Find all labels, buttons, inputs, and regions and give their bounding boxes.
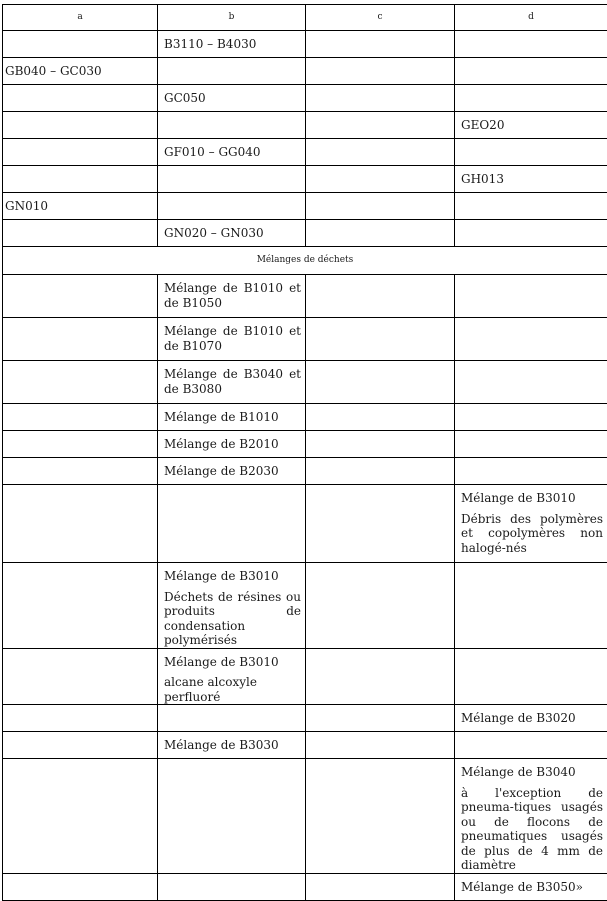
header-row (3, 5, 607, 31)
cell-b: GC050 (158, 85, 306, 112)
table-row (3, 31, 607, 58)
table-row (3, 732, 607, 759)
cell-b: B3110 – B4030 (158, 31, 306, 58)
cell-b (158, 485, 306, 563)
cell-a (3, 705, 158, 732)
cell-b: GF010 – GG040 (158, 139, 306, 166)
table-row (3, 404, 607, 431)
cell-a (3, 139, 158, 166)
table-row (3, 873, 607, 900)
cell-c (306, 404, 455, 431)
cell-d (455, 85, 607, 112)
cell-a (3, 873, 158, 900)
cell-a (3, 166, 158, 193)
cell-c (306, 166, 455, 193)
cell-b: Mélange de B3040 et de B3080 (158, 361, 306, 404)
table-row (3, 759, 607, 874)
cell-a (3, 563, 158, 649)
cell-c (306, 275, 455, 318)
cell-a (3, 275, 158, 318)
cell-a (3, 732, 158, 759)
cell-c (306, 112, 455, 139)
table-row (3, 193, 607, 220)
cell-d (455, 458, 607, 485)
table-row (3, 485, 607, 563)
cell-a (3, 112, 158, 139)
table-row (3, 85, 607, 112)
cell-d: GEO20 (455, 112, 607, 139)
cell-a (3, 318, 158, 361)
cell-d: Mélange de B3010 Débris des polymères et copolymères non halogé-nés (455, 485, 607, 563)
cell-c (306, 139, 455, 166)
cell-d (455, 361, 607, 404)
cell-b: Mélange de B2030 (158, 458, 306, 485)
cell-c (306, 220, 455, 247)
cell-b: Mélange de B2010 (158, 431, 306, 458)
cell-a (3, 31, 158, 58)
cell-b: Mélange de B1010 (158, 404, 306, 431)
cell-b: Mélange de B3010 alcane alcoxyle perfluoré (158, 648, 306, 705)
cell-d (455, 318, 607, 361)
cell-a (3, 458, 158, 485)
cell-c (306, 458, 455, 485)
cell-b (158, 759, 306, 874)
cell-d (455, 404, 607, 431)
cell-b: Mélange de B3010 Déchets de résines ou produits de condensation polymérisés (158, 563, 306, 649)
cell-a (3, 485, 158, 563)
cell-d (455, 648, 607, 705)
cell-a (3, 85, 158, 112)
cell-c (306, 31, 455, 58)
cell-c (306, 85, 455, 112)
cell-d (455, 220, 607, 247)
cell-b (158, 705, 306, 732)
cell-d: Mélange de B3040 à l'exception de pneuma-tiques usagés ou de flocons de pneumatiques usagés de plus de 4 mm de diamètre (455, 759, 607, 874)
table-row (3, 58, 607, 85)
header-d: d (455, 5, 607, 31)
table-row (3, 318, 607, 361)
header-c: c (306, 5, 455, 31)
cell-b (158, 58, 306, 85)
cell-d (455, 563, 607, 649)
cell-a (3, 220, 158, 247)
cell-a (3, 431, 158, 458)
cell-d: Mélange de B3050» (455, 873, 607, 900)
table-row (3, 275, 607, 318)
cell-c (306, 485, 455, 563)
cell-d (455, 58, 607, 85)
cell-a: GB040 – GC030 (3, 58, 158, 85)
cell-d: GH013 (455, 166, 607, 193)
cell-a (3, 404, 158, 431)
cell-b: Mélange de B1010 et de B1070 (158, 318, 306, 361)
cell-b (158, 873, 306, 900)
cell-c (306, 759, 455, 874)
waste-table (2, 4, 607, 901)
cell-c (306, 361, 455, 404)
cell-a (3, 361, 158, 404)
section-row (3, 247, 607, 275)
header-a: a (3, 5, 158, 31)
table-row (3, 112, 607, 139)
cell-b: Mélange de B1010 et de B1050 (158, 275, 306, 318)
cell-d (455, 193, 607, 220)
cell-c (306, 873, 455, 900)
header-b: b (158, 5, 306, 31)
table-row (3, 705, 607, 732)
cell-d (455, 431, 607, 458)
cell-a: GN010 (3, 193, 158, 220)
table-row (3, 361, 607, 404)
cell-b: Mélange de B3030 (158, 732, 306, 759)
cell-c (306, 58, 455, 85)
cell-a (3, 759, 158, 874)
section-title: Mélanges de déchets (3, 247, 607, 275)
cell-d (455, 31, 607, 58)
cell-d (455, 275, 607, 318)
table-row (3, 563, 607, 649)
cell-b (158, 112, 306, 139)
cell-b (158, 193, 306, 220)
cell-c (306, 431, 455, 458)
cell-b (158, 166, 306, 193)
cell-d (455, 139, 607, 166)
table-row (3, 139, 607, 166)
cell-d (455, 732, 607, 759)
cell-a (3, 648, 158, 705)
cell-c (306, 563, 455, 649)
cell-b: GN020 – GN030 (158, 220, 306, 247)
cell-c (306, 193, 455, 220)
table-row (3, 166, 607, 193)
cell-c (306, 705, 455, 732)
cell-d: Mélange de B3020 (455, 705, 607, 732)
cell-c (306, 732, 455, 759)
table-row (3, 648, 607, 705)
cell-c (306, 318, 455, 361)
cell-c (306, 648, 455, 705)
table-row (3, 458, 607, 485)
table-row (3, 431, 607, 458)
table-row (3, 220, 607, 247)
